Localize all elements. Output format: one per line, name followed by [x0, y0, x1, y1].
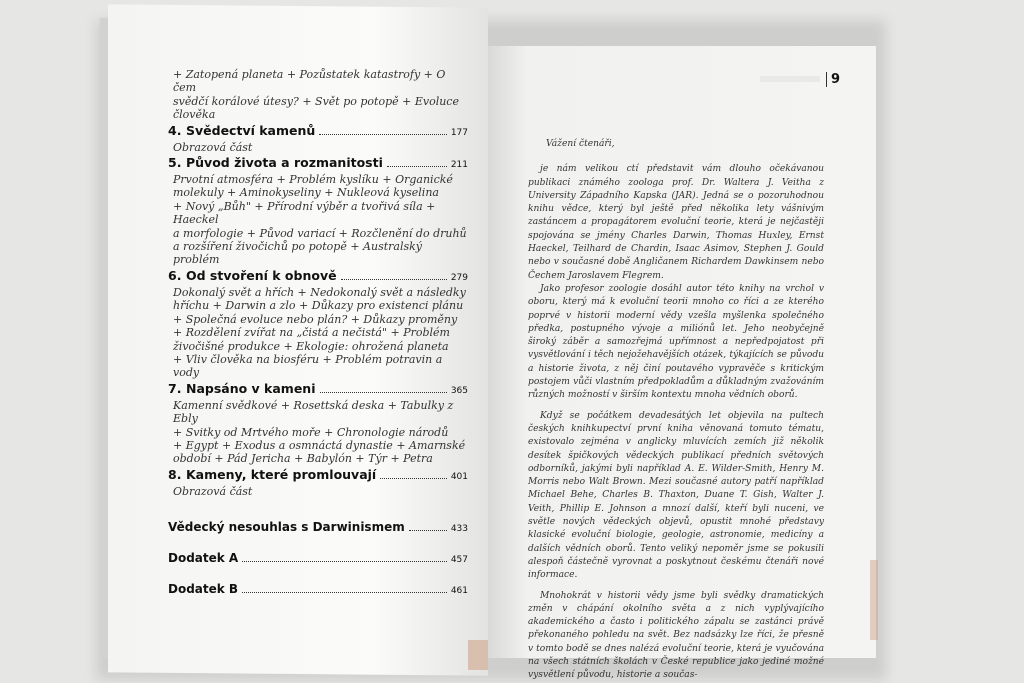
leader-dots [242, 561, 447, 562]
toc-subtopics: + Svitky od Mrtvého moře + Chronologie národů [173, 425, 449, 439]
toc-subtopics: + Vliv člověka na biosféru + Problém potravin a vody [173, 352, 443, 380]
toc-chapter [168, 467, 468, 485]
toc-subtopics: svědčí korálové útesy? + Svět po potopě + Evoluce člověka [173, 94, 459, 122]
page-number: 9 [826, 72, 840, 87]
leader-dots [242, 592, 447, 593]
cover-edge [468, 640, 488, 670]
toc-subtopics: období + Pád Jericha + Babylón + Týr + Petra [173, 452, 433, 466]
toc-section [168, 582, 468, 599]
cover-edge-right [870, 560, 878, 640]
chapter-number: 7. [168, 380, 182, 396]
toc-subtopics: Kamenní svědkové + Rosettská deska + Tabulky z Ebly [173, 398, 454, 426]
foreword-text [528, 138, 824, 683]
section-page: 457 [450, 555, 468, 566]
toc-section [168, 520, 468, 537]
leader-dots [387, 166, 447, 167]
leader-dots [409, 530, 447, 531]
section-title: Vědecký nesouhlas s Darwinismem [168, 520, 405, 535]
toc-subtopics: živočišné produkce + Ekologie: ohrožená planeta [173, 339, 449, 353]
chapter-title: Napsáno v kameni [186, 380, 316, 396]
chapter-number: 6. [168, 267, 182, 283]
chapter-page: 401 [450, 471, 468, 482]
chapter-page: 177 [450, 127, 468, 138]
paragraph: je nám velikou ctí představit vám dlouho očekávanou publikaci známého zoologa prof. Dr. Waltera J. Veitha z University Západního Kapska (JAR). Jedná se o pozoruhodnou knihu vědce, který byl ještě před několika lety vášnivým zastáncem a propagátorem evoluční teorie, která je nejčastěji spojována se jmény Charles Darwin, Thomas Huxley, Ernst Haeckel, Teilhard de Chardin, Isaac Asimov, Stephen J. Gould nebo v současné době Angličanem Richardem Dawkinsem nebo Čechem Jaroslavem Flegrem. [528, 164, 824, 281]
chapter-page: 211 [450, 160, 468, 171]
section-title: Dodatek B [168, 582, 239, 597]
chapter-title: Od stvoření k obnově [186, 267, 337, 283]
toc-subtopics: Dokonalý svět a hřích + Nedokonalý svět a následky [173, 285, 466, 299]
chapter-page: 365 [450, 385, 468, 396]
toc-chapter [168, 381, 468, 399]
toc-subtopics: + Společná evoluce nebo plán? + Důkazy proměny [173, 312, 458, 326]
toc-subtopics: a morfologie + Původ variací + Rozčlenění do druhů [173, 226, 467, 240]
section-title: Dodatek A [168, 551, 239, 566]
toc-subtopics: a rozšíření živočichů po potopě + Australský problém [173, 240, 422, 267]
chapter-title: Svědectví kamenů [186, 122, 316, 138]
toc-subtopics: molekuly + Aminokyseliny + Nukleová kyselina [173, 186, 439, 200]
running-head [760, 76, 820, 82]
chapter-title: Kameny, které promlouvají [186, 466, 377, 482]
toc-chapter [168, 268, 468, 286]
chapter-number: 5. [168, 155, 182, 171]
leader-dots [319, 134, 447, 135]
toc-chapter [168, 123, 468, 141]
toc-chapter [168, 155, 468, 173]
paragraph: Když se počátkem devadesátých let objevila na pultech českých knihkupectví první kniha věnovaná tomuto tématu, existovalo zejména v anglicky mluvících zemích již několik desítek špičkových vědeckých publikací předních světových odborníků, jakými byli například A. E. Wilder-Smith, Henry M. Morris nebo Walt Brown. Mezi současné autory patří například Michael Behe, Charles B. Thaxton, Duane T. Gish, Walter J. Veith, Phillip E. Johnson a mnozí další, kteří byli nuceni, ve světle nových vědeckých objevů, opustit mnohé představy klasické evoluční biologie, geologie, astronomie, medicíny a dalších vědních oborů. Tento veliký nepoměr jsme se pokusili alespoň částečně vyrovnat a poskytnout českému čtenáři nové informace. [528, 410, 824, 581]
chapter-page: 279 [450, 272, 468, 283]
paragraph: Mnohokrát v historii vědy jsme byli svědky dramatických změn v chápání okolního světa a z nich vyplývajícího akademického a často i politického zápalu se zastánci právě překonaného pohledu na svět. Bez nadsázky lze říci, že přesně v tomto bodě se dnes nalézá evoluční teorie, která je vyučována na všech státních školách v České republice jako jediné možné vysvětlení původu, historie a součas- [528, 590, 824, 681]
toc-subtopics: Obrazová část [173, 484, 253, 498]
leader-dots [380, 478, 447, 479]
toc-subtopics: + Nový „Bůh" + Přírodní výběr a tvořivá síla + Haeckel [173, 199, 436, 227]
section-page: 461 [450, 586, 468, 597]
leader-dots [341, 279, 447, 280]
toc-subtopics: hříchu + Darwin a zlo + Důkazy pro existenci plánu [173, 299, 464, 313]
chapter-number: 8. [168, 466, 182, 482]
toc-subtopics: Prvotní atmosféra + Problém kyslíku + Organické [173, 173, 453, 187]
leader-dots [320, 392, 447, 393]
section-page: 433 [450, 524, 468, 535]
toc-subtopics: + Egypt + Exodus a osmnáctá dynastie + Amarnské [173, 438, 466, 452]
toc-subtopics: + Zatopená planeta + Pozůstatek katastrofy + O čem [173, 68, 446, 95]
chapter-title: Původ života a rozmanitosti [186, 155, 383, 171]
paragraph: Jako profesor zoologie dosáhl autor této knihy na vrchol v oboru, který má k evoluční teorii mnoho co říci a ze kterého poprvé v historii moderní vědy vzešla myšlenka společného předka, postupného vývoje a miliónů let. Jeho neobyčejně široký záběr a samozřejmá upřímnost a nepředpojatost při vysvětlování i těch nejožehavějších otázek, týkajících se původu a historie života, z něj činí poutavého vypravěče s kritickým postojem vůči vlastním předpokladům a důkladným zvažováním různých možností v širším kontextu mnoha vědních oborů. [528, 283, 824, 401]
chapter-number: 4. [168, 122, 182, 138]
toc-section [168, 551, 468, 568]
greeting: Vážení čtenáři, [546, 139, 615, 149]
toc-subtopics: + Rozdělení zvířat na „čistá a nečistá" + Problém [173, 326, 450, 340]
table-of-contents [168, 68, 468, 599]
toc-subtopics: Obrazová část [173, 140, 253, 154]
